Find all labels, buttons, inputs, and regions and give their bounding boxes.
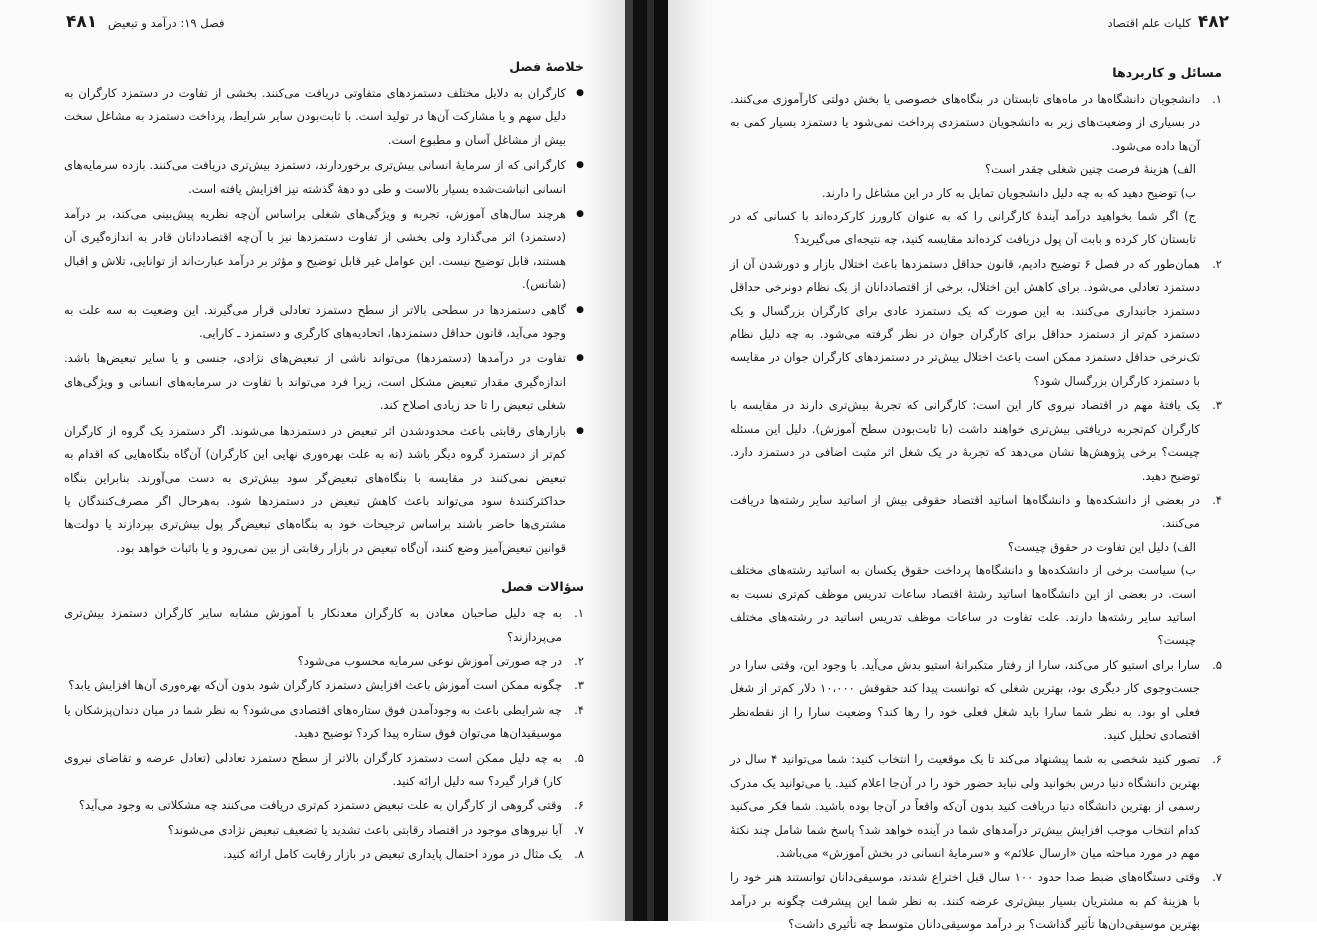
question-item: [64, 602, 584, 649]
book-gutter: [654, 0, 668, 921]
summary-bullet: ● گاهی دستمزدها در سطحی بالاتر از سطح دستمزد تعادلی قرار می‌گیرند. این وضعیت به سه علت به وجود می‌آید، قانون حداقل دستمزدها، اتحادیه‌های کارگری و دستمزد ـ کارایی.: [64, 299, 584, 346]
problem-subpart: الف) دلیل این تفاوت در حقوق چیست؟: [1007, 539, 1196, 554]
question-number: ۵.: [574, 750, 584, 765]
book-gutter: [647, 0, 654, 921]
problems-heading: مسائل و کاربردها: [1112, 65, 1222, 80]
page-number: ۴۸۲: [1197, 12, 1229, 32]
question-text: به چه دلیل ممکن است دستمزد کارگران بالاتر از سطح دستمزد تعادلی (تعادل عرضه و تقاضای نیروی کار) قرار گیرد؟ سه دلیل ارائه کنید.: [64, 750, 562, 788]
running-head: فصل ۱۹: درآمد و تبعیض: [108, 16, 225, 30]
question-item: [64, 819, 584, 842]
running-head: کلیات علم اقتصاد: [1107, 16, 1191, 30]
questions-heading: سؤالات فصل: [501, 579, 584, 595]
problem-subpart: ج) اگر شما بخواهید درآمد آیندهٔ کارگرانی را که به عنوان کارورز کارکرده‌اند با کسانی که در تابستان کار کرده و بابت آن پول دریافت کرده‌اند مقایسه کنید، چه نتیجه‌ای می‌گیرید؟: [730, 209, 1196, 247]
problem-text: وقتی دستگاه‌های ضبط صدا حدود ۱۰۰ سال قبل اختراع شدند، موسیقی‌دانان توانستند هنر خود را با هزینهٔ کم به مشتریان بسیار بیش‌تری عرضه کنند. به نظر شما این پیشرفت چگونه بر درآمد بهترین موسیقی‌دان‌ها تأثیر گذاشت؟ بر درآمد موسیقی‌دانان متوسط چه تأثیری داشت؟: [730, 870, 1200, 932]
page-right: [668, 0, 1317, 932]
problem-number: ۱.: [1212, 92, 1222, 106]
problem-item: [730, 748, 1222, 865]
question-item: [64, 650, 584, 673]
problem-number: ۷.: [1212, 870, 1222, 885]
question-item: [64, 843, 584, 866]
question-item: [64, 699, 584, 746]
question-text: چه شرایطی باعث به وجودآمدن فوق ستاره‌های اقتصادی می‌شود؟ به نظر شما در میان دندان‌پزشکان یا موسیقیدان‌ها می‌توان فوق ستاره پیدا کرد؟ توضیح دهید.: [64, 702, 562, 741]
question-number: ۶.: [574, 798, 584, 813]
question-item: [64, 747, 584, 794]
problem-item: [730, 253, 1222, 393]
question-number: ۴.: [574, 702, 584, 717]
question-text: چگونه ممکن است آموزش باعث افزایش دستمزد کارگران شود بدون آن‌که بهره‌وری آن‌ها افزایش یابد؟: [68, 678, 562, 693]
question-item: [64, 674, 584, 697]
problem-text: یک یافتهٔ مهم در اقتصاد نیروی کار این است: کارگرانی که تجربهٔ بیش‌تری دارند در مقایسه با کارگران کم‌تجربه دریافتی بیش‌تری خواهند داشت (با ثابت‌بودن سطح آموزش). دلیل این مسئله چیست؟ برخی پژوهش‌ها نشان می‌دهد که تجربهٔ در یک شغل اثر مثبت اضافی در دستمزد دارد. توضیح دهید.: [730, 398, 1200, 483]
summary-bullet: ● بازارهای رقابتی باعث محدودشدن اثر تبعیض در دستمزدها می‌شوند. اگر دستمزد یک گروه از کارگران کم‌تر از دستمزد گروه دیگر باشد (نه به علت بهره‌وری نهایی این کارگران) آن‌گاه بنگاه‌هایی که اقدام به تبعیض نمی‌کنند در مقایسه با بنگاه‌های تبعیض‌گر سود بیش‌تری به دست می‌آورند. بنابراین بنگاه حداکثرکنندهٔ سود می‌تواند باعث کاهش تبعیض در دستمزدها شود. به‌هرحال اگر مصرف‌کنندگان یا مشتری‌ها حاضر باشند براساس ترجیحات خود به بنگاه‌های تبعیض‌گر پول بیش‌تری بپردازند یا دولت‌ها قوانین تبعیض‌آمیز وضع کنند، آن‌گاه تبعیض در بازار رقابتی از بین نمی‌رود و یا باثبات خواهد بود.: [64, 420, 584, 560]
summary-list: [64, 82, 584, 560]
problem-text: سارا برای استیو کار می‌کند، سارا از رفتار متکبرانهٔ استیو بدش می‌آید. با وجود این، وقتی سارا در جست‌وجوی کار دیگری بود، بهترین شغلی که توانست پیدا کند حقوقش ۱۰،۰۰۰ دلار کم‌تر از شغل فعلی او بود. به نظر شما سارا باید شغل فعلی خود را رها کند؟ وضعیت سارا را از نقطه‌نظر اقتصادی تحلیل کنید.: [730, 657, 1200, 742]
question-number: ۸.: [574, 847, 584, 862]
question-number: ۲.: [574, 653, 584, 668]
page-content: [64, 56, 584, 868]
problem-number: ۳.: [1212, 398, 1222, 413]
problems-list: [730, 88, 1222, 937]
problem-item: [730, 394, 1222, 488]
problem-text: دانشجویان دانشگاه‌ها در ماه‌های تابستان در بنگاه‌های خصوصی یا بخش دولتی کارآموزی می‌کنند. در بسیاری از وضعیت‌های زیر به دانشجویان دستمزدی پرداخت نمی‌شود یا دستمزد بسیار کمی به آن‌ها داده می‌شود.: [730, 92, 1200, 153]
question-text: وقتی گروهی از کارگران به علت تبعیض دستمزد کم‌تری دریافت می‌کنند چه مشکلاتی به وجود می‌آید؟: [78, 798, 562, 813]
page-header: [668, 10, 1317, 40]
problem-text: در بعضی از دانشکده‌ها و دانشگاه‌ها اساتید اقتصاد حقوقی بیش از اساتید سایر رشته‌ها دریافت می‌کنند.: [730, 492, 1200, 531]
problem-number: ۶.: [1212, 752, 1222, 767]
summary-bullet: ● تفاوت در درآمدها (دستمزدها) می‌تواند ناشی از تبعیض‌های نژادی، جنسی و یا سایر تبعیض‌ها باشد. اندازه‌گیری مقدار تبعیض مشکل است، زیرا فرد می‌تواند با تفاوت در سرمایه‌های انسانی و ویژگی‌های شغلی تبعیض را تا حد زیادی اصلاح کند.: [64, 347, 584, 417]
question-number: ۱.: [574, 606, 584, 621]
problem-number: ۵.: [1212, 657, 1222, 672]
problem-number: ۲.: [1212, 256, 1222, 271]
problem-number: ۴.: [1212, 492, 1222, 507]
question-text: در چه صورتی آموزش نوعی سرمایه محسوب می‌شود؟: [297, 653, 562, 668]
problem-item: [730, 88, 1222, 252]
questions-list: [64, 602, 584, 866]
question-text: به چه دلیل صاحبان معادن به کارگران معدنکار با آموزش مشابه سایر کارگران دستمزد بیش‌تری می‌پردازند؟: [64, 606, 562, 644]
summary-bullet: ● هرچند سال‌های آموزش، تجربه و ویژگی‌های شغلی براساس آن‌چه نظریه پیش‌بینی می‌کند، بر درآمد (دستمزد) اثر می‌گذارد ولی بخشی از تفاوت دستمزدها نیز با آن‌چه اقتصاددانان قادر به اندازه‌گیری آن هستند، قابل توضیح نیست. این عوامل غیر قابل توضیح و مؤثر بر درآمد عبارت‌اند از توانایی، تلاش و اقبال (شانس).: [64, 203, 584, 297]
question-number: ۳.: [574, 678, 584, 693]
page-number: ۴۸۱: [66, 12, 98, 32]
page-edge-shadow: [585, 0, 625, 921]
book-gutter: [625, 0, 633, 921]
book-gutter: [633, 0, 647, 921]
question-text: یک مثال در مورد احتمال پایداری تبعیض در بازار رقابت کامل ارائه کنید.: [223, 847, 562, 862]
problem-text: تصور کنید شخصی به شما پیشنهاد می‌کند تا یک موقعیت را انتخاب کنید: شما می‌توانید ۴ سال در بهترین دانشگاه دنیا درس بخوانید ولی نباید حضور خود را در آن‌جا اعلام کنید. یا می‌توانید یک مدرک رسمی از بهترین دانشگاه دنیا دریافت کنید بدون آن‌که واقعاً در آن‌جا بوده باشید. شما فکر می‌کنید کدام انتخاب موجب افزایش بیش‌تر درآمدهای شما در آینده خواهد شد؟ پاسخ شما شامل چند نکتهٔ مهم در مورد مباحثه میان «ارسال علائم» و «سرمایهٔ انسانی در بخش آموزش» می‌باشد.: [730, 752, 1201, 860]
page-left: [0, 0, 625, 921]
summary-heading: خلاصهٔ فصل: [509, 59, 584, 74]
summary-bullet: ● کارگران به دلایل مختلف دستمزدهای متفاوتی دریافت می‌کنند. بخشی از تفاوت در دستمزد کارگران به دلیل سهم و یا مشارکت آن‌ها در تولید است. با ثابت‌بودن سایر شرایط، پرداخت دستمزد به مشاغل سخت بیش از مشاغل آسان و مطبوع است.: [64, 82, 584, 152]
question-item: [64, 794, 584, 817]
problem-subpart: الف) هزینهٔ فرصت چنین شغلی چقدر است؟: [985, 162, 1196, 177]
question-text: آیا نیروهای موجود در اقتصاد رقابتی باعث تشدید یا تضعیف تبعیض نژادی می‌شوند؟: [167, 822, 562, 837]
problem-item: [730, 654, 1222, 748]
summary-bullet: ● کارگرانی که از سرمایهٔ انسانی بیش‌تری برخوردارند، دستمزد بیش‌تری دریافت می‌کنند. بازده سرمایه‌های انسانی انباشت‌شده بسیار بالاست و طی دو دههٔ گذشته نیز افزایش یافته است.: [64, 154, 584, 201]
question-number: ۷.: [574, 822, 584, 837]
problem-subpart: ب) توضیح دهید که به چه دلیل دانشجویان تمایل به کار در این مشاغل را دارند.: [821, 185, 1196, 200]
page-header: [0, 10, 625, 40]
problem-subpart: ب) سیاست برخی از دانشکده‌ها و دانشگاه‌ها پرداخت حقوق یکسان به اساتید رشته‌های مختلف است. در بعضی از این دانشگاه‌ها اساتید رشتهٔ اقتصاد ساعات تدریس موظف کم‌تری نسبت به اساتید سایر رشته‌ها دارند. علت تفاوت در ساعات موظف تدریس اساتید در رشته‌های مختلف چیست؟: [730, 563, 1196, 648]
problem-item: [730, 866, 1222, 936]
problem-text: همان‌طور که در فصل ۶ توضیح دادیم، قانون حداقل دستمزدها باعث اختلال بازار و دورشدن آن از دستمزد تعادلی می‌شود. برای کاهش این اختلال، برخی از اقتصاددانان از یک نظام دونرخی حداقل دستمزد جانبداری می‌کنند. به این صورت که یک دستمزد عادی برای کارگران بزرگسال و یک دستمزد کم‌تر از دستمزد حداقل برای کارگران جوان در نظر گرفته می‌شود. به چه دلیل نظام تک‌نرخی حداقل دستمزد ممکن است باعث اختلال بیش‌تر در دستمزدهای کارگران جوان در مقایسه با دستمزد کارگران بزرگسال شود؟: [730, 256, 1200, 388]
page-edge-shadow: [668, 0, 708, 921]
page-content: [730, 62, 1222, 938]
problem-item: [730, 489, 1222, 653]
